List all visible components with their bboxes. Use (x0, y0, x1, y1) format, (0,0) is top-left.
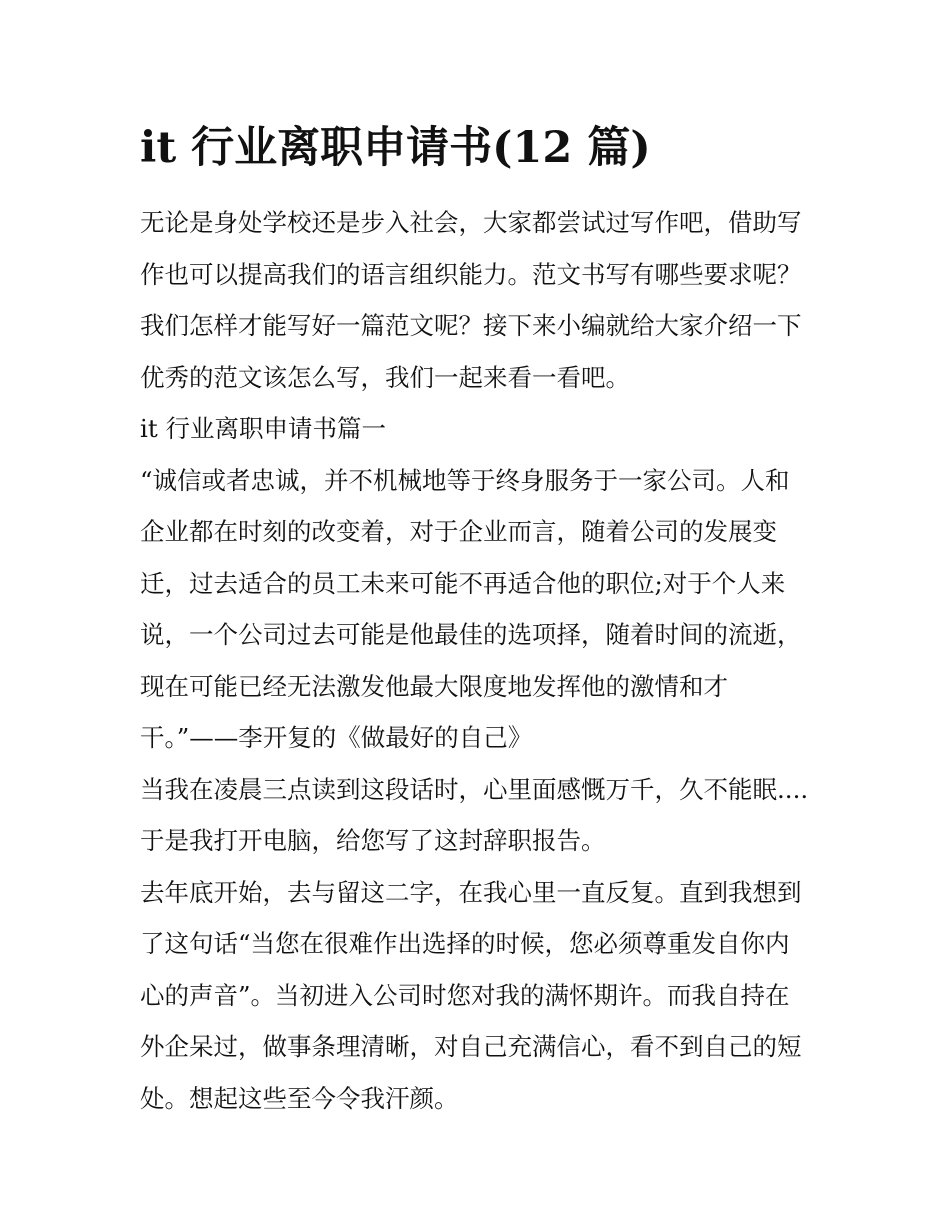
paragraph-line: 无论是身处学校还是步入社会，大家都尝试过写作吧，借助写 (140, 208, 802, 237)
paragraph-line: “诚信或者忠诚，并不机械地等于终身服务于一家公司。人和 (140, 465, 790, 495)
paragraph-line: 心的声音”。当初进入公司时您对我的满怀期许。而我自持在 (140, 980, 790, 1010)
paragraph-line: 优秀的范文该怎么写，我们一起来看一看吧。 (140, 362, 630, 392)
paragraph-line: 企业都在时刻的改变着，对于企业而言，随着公司的发展变 (140, 517, 777, 546)
paragraph-line: 干。”——李开复的《做最好的自己》 (140, 723, 533, 752)
paragraph-line: 了这句话“当您在很难作出选择的时候，您必须尊重发自你内 (140, 929, 790, 958)
paragraph-line: 说，一个公司过去可能是他最佳的选项择，随着时间的流逝， (140, 620, 802, 649)
paragraph-line: 于是我打开电脑，给您写了这封辞职报告。 (140, 826, 606, 855)
paragraph-line: 迁，过去适合的员工未来可能不再适合他的职位;对于个人来 (140, 568, 786, 598)
paragraph-line: 外企呆过，做事条理清晰，对自己充满信心，看不到自己的短 (140, 1032, 802, 1061)
paragraph-line: 当我在凌晨三点读到这段话时，心里面感慨万千，久不能眠.... (140, 774, 809, 804)
document-body (140, 197, 830, 1124)
paragraph-line: 作也可以提高我们的语言组织能力。范文书写有哪些要求呢？ (140, 259, 802, 289)
paragraph-line: 处。想起这些至今令我汗颜。 (140, 1083, 459, 1113)
document-title: it 行业离职申请书(12 篇) (140, 123, 651, 173)
paragraph-line: 我们怎样才能写好一篇范文呢？接下来小编就给大家介绍一下 (140, 311, 802, 340)
paragraph-line: 去年底开始，去与留这二字，在我心里一直反复。直到我想到 (140, 877, 802, 907)
paragraph-line: 现在可能已经无法激发他最大限度地发挥他的激情和才 (140, 671, 728, 701)
section-heading: it 行业离职申请书篇一 (140, 414, 386, 443)
